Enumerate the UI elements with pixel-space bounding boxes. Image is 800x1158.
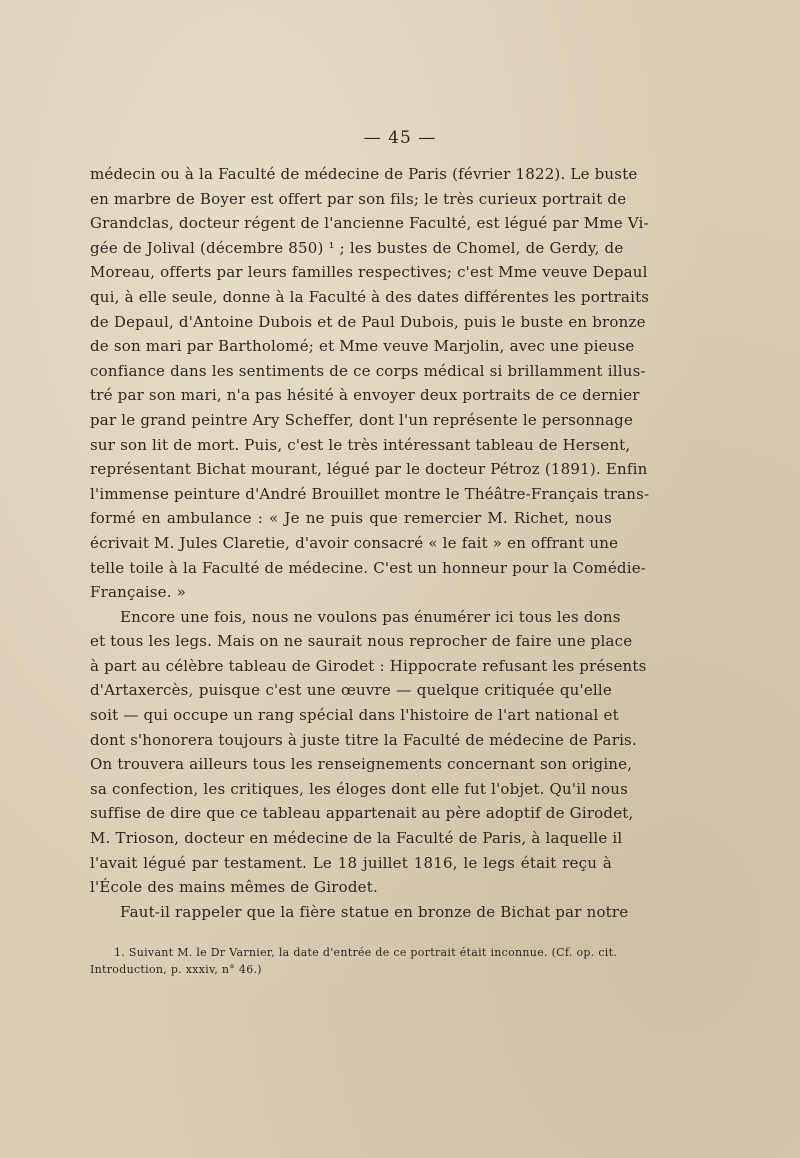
text-line: Française. » — [90, 583, 187, 602]
text-line: On trouvera ailleurs tous les renseignements concernant son origine, — [90, 755, 633, 774]
text-line: de son mari par Bartholomé; et Mme veuve Marjolin, avec une pieuse — [90, 337, 635, 356]
text-line: l'immense peinture d'André Brouillet montre le Théâtre-Français trans- — [90, 484, 650, 503]
text-line: à part au célèbre tableau de Girodet : Hippocrate refusant les présents — [90, 656, 647, 675]
paragraph-start-line: Encore une fois, nous ne voulons pas énumérer ici tous les dons — [120, 607, 621, 626]
text-line: tré par son mari, n'a pas hésité à envoyer deux portraits de ce dernier — [90, 386, 640, 405]
text-line: sa confection, les critiques, les éloges dont elle fut l'objet. Qu'il nous — [90, 779, 629, 798]
body-text — [90, 162, 650, 924]
text-line: l'École des mains mêmes de Girodet. — [90, 878, 378, 897]
paragraph-start-line: Faut-il rappeler que la fière statue en bronze de Bichat par notre — [120, 902, 629, 921]
text-line: de Depaul, d'Antoine Dubois et de Paul Dubois, puis le buste en bronze — [90, 312, 646, 331]
text-line: confiance dans les sentiments de ce corps médical si brillamment illus- — [90, 361, 646, 380]
text-line: d'Artaxercès, puisque c'est une œuvre — quelque critiquée qu'elle — [90, 681, 612, 700]
footnote-line: 1. Suivant M. le Dr Varnier, la date d'entrée de ce portrait était inconnue. (Cf. op. cit. — [114, 946, 618, 959]
text-line: écrivait M. Jules Claretie, d'avoir consacré « le fait » en offrant une — [90, 533, 619, 552]
text-line: suffise de dire que ce tableau appartenait au père adoptif de Girodet, — [90, 804, 634, 823]
text-line: dont s'honorera toujours à juste titre la Faculté de médecine de Paris. — [90, 730, 637, 749]
text-line: telle toile à la Faculté de médecine. C'est un honneur pour la Comédie- — [90, 558, 647, 577]
text-line: représentant Bichat mourant, légué par le docteur Pétroz (1891). Enfin — [90, 460, 648, 479]
footnote — [90, 944, 618, 978]
text-line: formé en ambulance : « Je ne puis que remercier M. Richet, nous — [90, 509, 612, 528]
text-line: sur son lit de mort. Puis, c'est le très intéressant tableau de Hersent, — [90, 435, 631, 454]
text-line: soit — qui occupe un rang spécial dans l'histoire de l'art national et — [90, 706, 619, 725]
text-line: Grandclas, docteur régent de l'ancienne Faculté, est légué par Mme Vi- — [90, 214, 649, 233]
text-line: M. Trioson, docteur en médecine de la Faculté de Paris, à laquelle il — [90, 829, 623, 848]
text-line: qui, à elle seule, donne à la Faculté à des dates différentes les portraits — [90, 287, 650, 306]
text-line: Moreau, offerts par leurs familles respectives; c'est Mme veuve Depaul — [90, 263, 648, 282]
page-number: — 45 — — [363, 128, 437, 148]
text-line: médecin ou à la Faculté de médecine de Paris (février 1822). Le buste — [90, 165, 638, 183]
text-line: gée de Jolival (décembre 850) ¹ ; les bustes de Chomel, de Gerdy, de — [90, 238, 624, 257]
footnote-line: Introduction, p. xxxiv, n° 46.) — [90, 963, 262, 976]
text-line: l'avait légué par testament. Le 18 juillet 1816, le legs était reçu à — [90, 853, 612, 872]
text-line: par le grand peintre Ary Scheffer, dont l'un représente le personnage — [90, 410, 634, 429]
text-line: et tous les legs. Mais on ne saurait nous reprocher de faire une place — [90, 632, 633, 651]
text-line: en marbre de Boyer est offert par son fils; le très curieux portrait de — [90, 189, 627, 208]
